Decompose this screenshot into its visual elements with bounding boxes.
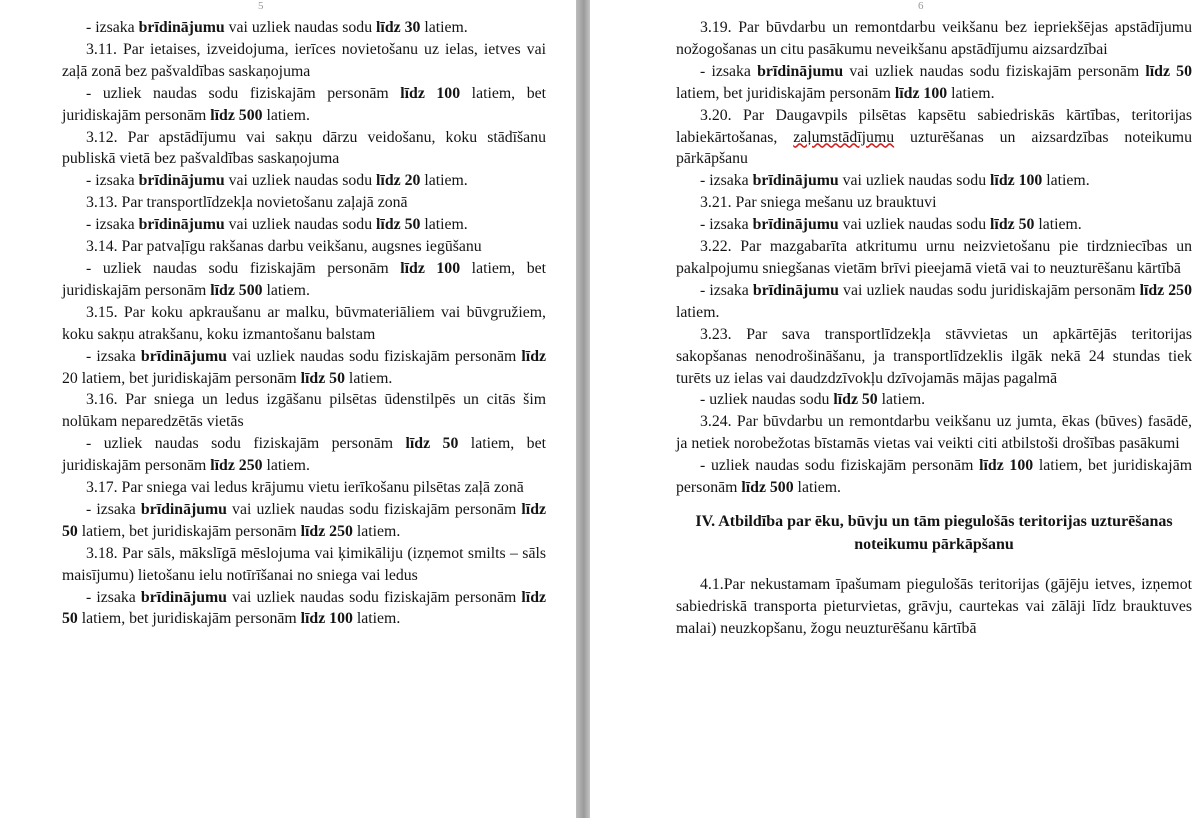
text-run: vai uzliek naudas sodu bbox=[224, 172, 377, 190]
text-run: 3.21. Par sniega mešanu uz brauktuvi bbox=[700, 194, 937, 212]
paragraph bbox=[62, 346, 546, 390]
text-run: latiem. bbox=[420, 172, 468, 190]
text-run: - izsaka bbox=[86, 216, 139, 234]
text-run: vai uzliek naudas sodu juridiskajām personām bbox=[838, 281, 1140, 299]
page-number: 6 bbox=[918, 0, 924, 12]
text-run: latiem. bbox=[1042, 172, 1090, 190]
bold-text: brīdinājumu bbox=[752, 172, 839, 190]
paragraph bbox=[62, 170, 546, 192]
page-number: 5 bbox=[258, 0, 264, 12]
text-run: 3.22. Par mazgabarīta atkritumu urnu neizvietošanu pie tirdzniecības un pakalpojumu sniegšanas vietām brīvi pieejamā vietā vai to neuzturēšanu kārtībā bbox=[676, 238, 1192, 277]
paragraph bbox=[676, 105, 1192, 171]
paragraph bbox=[62, 587, 546, 631]
text-run: 3.16. Par sniega un ledus izgāšanu pilsētas ūdenstilpēs un citās šim nolūkam neparedzētās vietās bbox=[62, 391, 546, 431]
text-run: - izsaka bbox=[86, 500, 141, 518]
paragraph: 4.1.Par nekustamam īpašumam piegulošās teritorijas (gājēju ietves, izņemot sabiedriskā transporta pieturvietas, grāvju, caurtekas vai zālāji līdz brauktuves malai) neuzkopšanu, žogu neuzturēšanu kārtībā bbox=[676, 575, 1192, 637]
bold-text: brīdinājumu bbox=[140, 347, 227, 365]
bold-text: līdz bbox=[521, 347, 546, 365]
text-run: - uzliek naudas sodu fiziskajām personām bbox=[86, 84, 401, 102]
text-run: latiem, bet juridiskajām personām bbox=[77, 610, 301, 628]
text-run: latiem, bet juridiskajām personām bbox=[62, 259, 546, 299]
bold-text: līdz 50 bbox=[833, 391, 878, 409]
text-run: latiem. bbox=[1034, 216, 1082, 234]
text-run: 20 latiem, bet juridiskajām personām bbox=[62, 369, 301, 387]
text-run: latiem, bet juridiskajām personām bbox=[62, 84, 546, 124]
paragraph bbox=[676, 389, 1192, 411]
text-run: - izsaka bbox=[700, 281, 753, 299]
paragraph-list bbox=[676, 17, 1192, 499]
page-divider bbox=[576, 0, 590, 818]
text-run: latiem. bbox=[420, 19, 468, 36]
text-run: 3.19. Par būvdarbu un remontdarbu veikšanu bez iepriekšējas apstādījumu nožogošanas un citu pasākumu neveikšanu apstādījumu aizsardzībai bbox=[676, 19, 1192, 58]
paragraph bbox=[62, 83, 546, 127]
bold-text: līdz 100 bbox=[400, 84, 461, 102]
section-heading: IV. Atbildība par ēku, būvju un tām piegulošās teritorijas uzturēšanas noteikumu pārkāpšanu bbox=[695, 512, 1173, 553]
text-run: latiem. bbox=[262, 106, 310, 124]
bold-text: līdz 250 bbox=[300, 522, 353, 540]
paragraph bbox=[676, 214, 1192, 236]
text-run: latiem, bet juridiskajām personām bbox=[676, 457, 1192, 497]
bold-text: līdz 30 bbox=[376, 19, 421, 36]
text-run: vai uzliek naudas sodu fiziskajām personām bbox=[843, 62, 1146, 80]
bold-text: līdz 250 bbox=[210, 457, 263, 475]
bold-text: līdz 50 bbox=[990, 216, 1035, 234]
bold-text: līdz 50 bbox=[62, 588, 546, 628]
text-run: 3.15. Par koku apkraušanu ar malku, būvmateriāliem vai būvgružiem, koku sakņu atrakšanu, koku izmantošanu balstam bbox=[62, 303, 546, 343]
text-run: vai uzliek naudas sodu bbox=[838, 172, 991, 190]
text-run: - izsaka bbox=[86, 588, 141, 606]
paragraph bbox=[62, 389, 546, 433]
paragraph bbox=[62, 477, 546, 499]
text-run: 3.17. Par sniega vai ledus krājumu vietu ierīkošanu pilsētas zaļā zonā bbox=[86, 479, 524, 497]
text-run: latiem. bbox=[420, 216, 468, 234]
bold-text: brīdinājumu bbox=[138, 19, 225, 36]
paragraph bbox=[62, 127, 546, 171]
text-run: - uzliek naudas sodu fiziskajām personām bbox=[86, 259, 401, 277]
document-page-right bbox=[590, 0, 1200, 818]
bold-text: brīdinājumu bbox=[752, 216, 839, 234]
text-run: - izsaka bbox=[86, 347, 141, 365]
bold-text: līdz 100 bbox=[990, 172, 1043, 190]
text-run: - uzliek naudas sodu fiziskajām personām bbox=[700, 457, 980, 475]
text-run: 3.18. Par sāls, mākslīgā mēslojuma vai ķimikāliju (izņemot smilts – sāls maisījumu) lietošanu ielu notīrīšanai no sniega vai ledus bbox=[62, 544, 546, 584]
bold-text: līdz 500 bbox=[210, 281, 263, 299]
page-body bbox=[676, 17, 1192, 640]
paragraph bbox=[62, 236, 546, 258]
text-run: - izsaka bbox=[86, 172, 139, 190]
text-run: latiem. bbox=[262, 457, 310, 475]
paragraph bbox=[676, 17, 1192, 61]
text-run: - izsaka bbox=[700, 216, 753, 234]
text-run: vai uzliek naudas sodu bbox=[224, 19, 377, 36]
bold-text: brīdinājumu bbox=[140, 588, 227, 606]
text-run: uzturēšanas un aizsardzības noteikumu pārkāpšanu bbox=[676, 128, 1192, 168]
text-run: 3.12. Par apstādījumu vai sakņu dārzu veidošanu, koku stādīšanu publiskā vietā bez pašvaldības saskaņojuma bbox=[62, 128, 546, 168]
bold-text: līdz 500 bbox=[741, 479, 794, 497]
paragraph bbox=[62, 433, 546, 477]
paragraph bbox=[676, 455, 1192, 499]
text-run: 3.14. Par patvaļīgu rakšanas darbu veikšanu, augsnes iegūšanu bbox=[86, 238, 482, 256]
text-run: latiem. bbox=[344, 369, 393, 387]
text-run: latiem. bbox=[676, 303, 720, 321]
text-run: latiem, bet juridiskajām personām bbox=[77, 522, 301, 540]
text-run: latiem. bbox=[352, 522, 401, 540]
text-run: 3.11. Par ietaises, izveidojuma, ierīces novietošanu uz ielas, ietves vai zaļā zonā bez pašvaldības saskaņojuma bbox=[62, 40, 546, 80]
text-run: 3.23. Par sava transportlīdzekļa stāvvietas un apkārtējās teritorijas sakopšanas nenodrošināšanu, ja transportlīdzeklis ilgāk nekā 24 stundas tiek turēts uz ielas vai daudzdzīvokļu dzīvojamās mājas pagalmā bbox=[676, 325, 1192, 387]
bold-text: līdz 100 bbox=[400, 259, 461, 277]
text-run: latiem. bbox=[947, 84, 995, 102]
text-run: latiem. bbox=[877, 391, 926, 409]
paragraph bbox=[62, 214, 546, 236]
bold-text: līdz 500 bbox=[210, 106, 263, 124]
paragraph bbox=[62, 17, 546, 39]
bold-text: brīdinājumu bbox=[757, 62, 844, 80]
text-run: latiem. bbox=[352, 610, 401, 628]
bold-text: līdz 50 bbox=[62, 500, 546, 540]
bold-text: līdz 250 bbox=[1139, 281, 1192, 299]
paragraph bbox=[62, 258, 546, 302]
bold-text: līdz 50 bbox=[405, 435, 459, 453]
bold-text: līdz 100 bbox=[300, 610, 353, 628]
paragraph bbox=[62, 39, 546, 83]
paragraph bbox=[676, 411, 1192, 455]
text-run: - izsaka bbox=[86, 19, 139, 36]
bold-text: brīdinājumu bbox=[752, 281, 839, 299]
text-run: latiem, bet juridiskajām personām bbox=[62, 435, 546, 475]
text-run: vai uzliek naudas sodu bbox=[224, 216, 377, 234]
bold-text: līdz 50 bbox=[1145, 62, 1192, 80]
text-run: - uzliek naudas sodu fiziskajām personām bbox=[86, 435, 406, 453]
text-run: vai uzliek naudas sodu bbox=[838, 216, 991, 234]
text-run: 3.24. Par būvdarbu un remontdarbu veikšanu uz jumta, ēkas (būves) fasādē, ja netiek norobežotas bīstamās vietas vai veikti citi atbilstoši drošības pasākumi bbox=[676, 413, 1192, 453]
text-run: 3.13. Par transportlīdzekļa novietošanu zaļajā zonā bbox=[86, 194, 408, 212]
bold-text: brīdinājumu bbox=[140, 500, 227, 518]
paragraph bbox=[676, 61, 1192, 105]
paragraph bbox=[676, 324, 1192, 390]
paragraph bbox=[676, 236, 1192, 280]
text-run: - uzliek naudas sodu bbox=[700, 391, 834, 409]
paragraph bbox=[676, 170, 1192, 192]
text-run: vai uzliek naudas sodu fiziskajām personām bbox=[226, 347, 522, 365]
spellcheck-flagged-word: zaļumstādījumu bbox=[793, 128, 895, 146]
paragraph bbox=[62, 302, 546, 346]
text-run: - izsaka bbox=[700, 172, 753, 190]
page-body bbox=[62, 17, 546, 630]
text-run: vai uzliek naudas sodu fiziskajām personām bbox=[226, 588, 522, 606]
bold-text: līdz 20 bbox=[376, 172, 421, 190]
bold-text: līdz 50 bbox=[376, 216, 421, 234]
text-run: vai uzliek naudas sodu fiziskajām personām bbox=[226, 500, 522, 518]
text-run: - izsaka bbox=[700, 62, 758, 80]
document-page-left bbox=[0, 0, 576, 818]
text-run: latiem. bbox=[262, 281, 310, 299]
bold-text: līdz 100 bbox=[979, 457, 1034, 475]
paragraph bbox=[62, 543, 546, 587]
spacer bbox=[676, 556, 1192, 574]
bold-text: līdz 100 bbox=[894, 84, 948, 102]
paragraph bbox=[62, 192, 546, 214]
text-run: 3.20. Par Daugavpils pilsētas kapsētu sabiedriskās kārtības, teritorijas labiekārtošanas, bbox=[676, 106, 1192, 146]
paragraph bbox=[676, 280, 1192, 324]
bold-text: līdz 50 bbox=[300, 369, 345, 387]
bold-text: brīdinājumu bbox=[138, 216, 225, 234]
text-run: latiem, bet juridiskajām personām bbox=[676, 84, 895, 102]
text-run: latiem. bbox=[793, 479, 841, 497]
bold-text: brīdinājumu bbox=[138, 172, 225, 190]
paragraph bbox=[62, 499, 546, 543]
paragraph bbox=[676, 192, 1192, 214]
